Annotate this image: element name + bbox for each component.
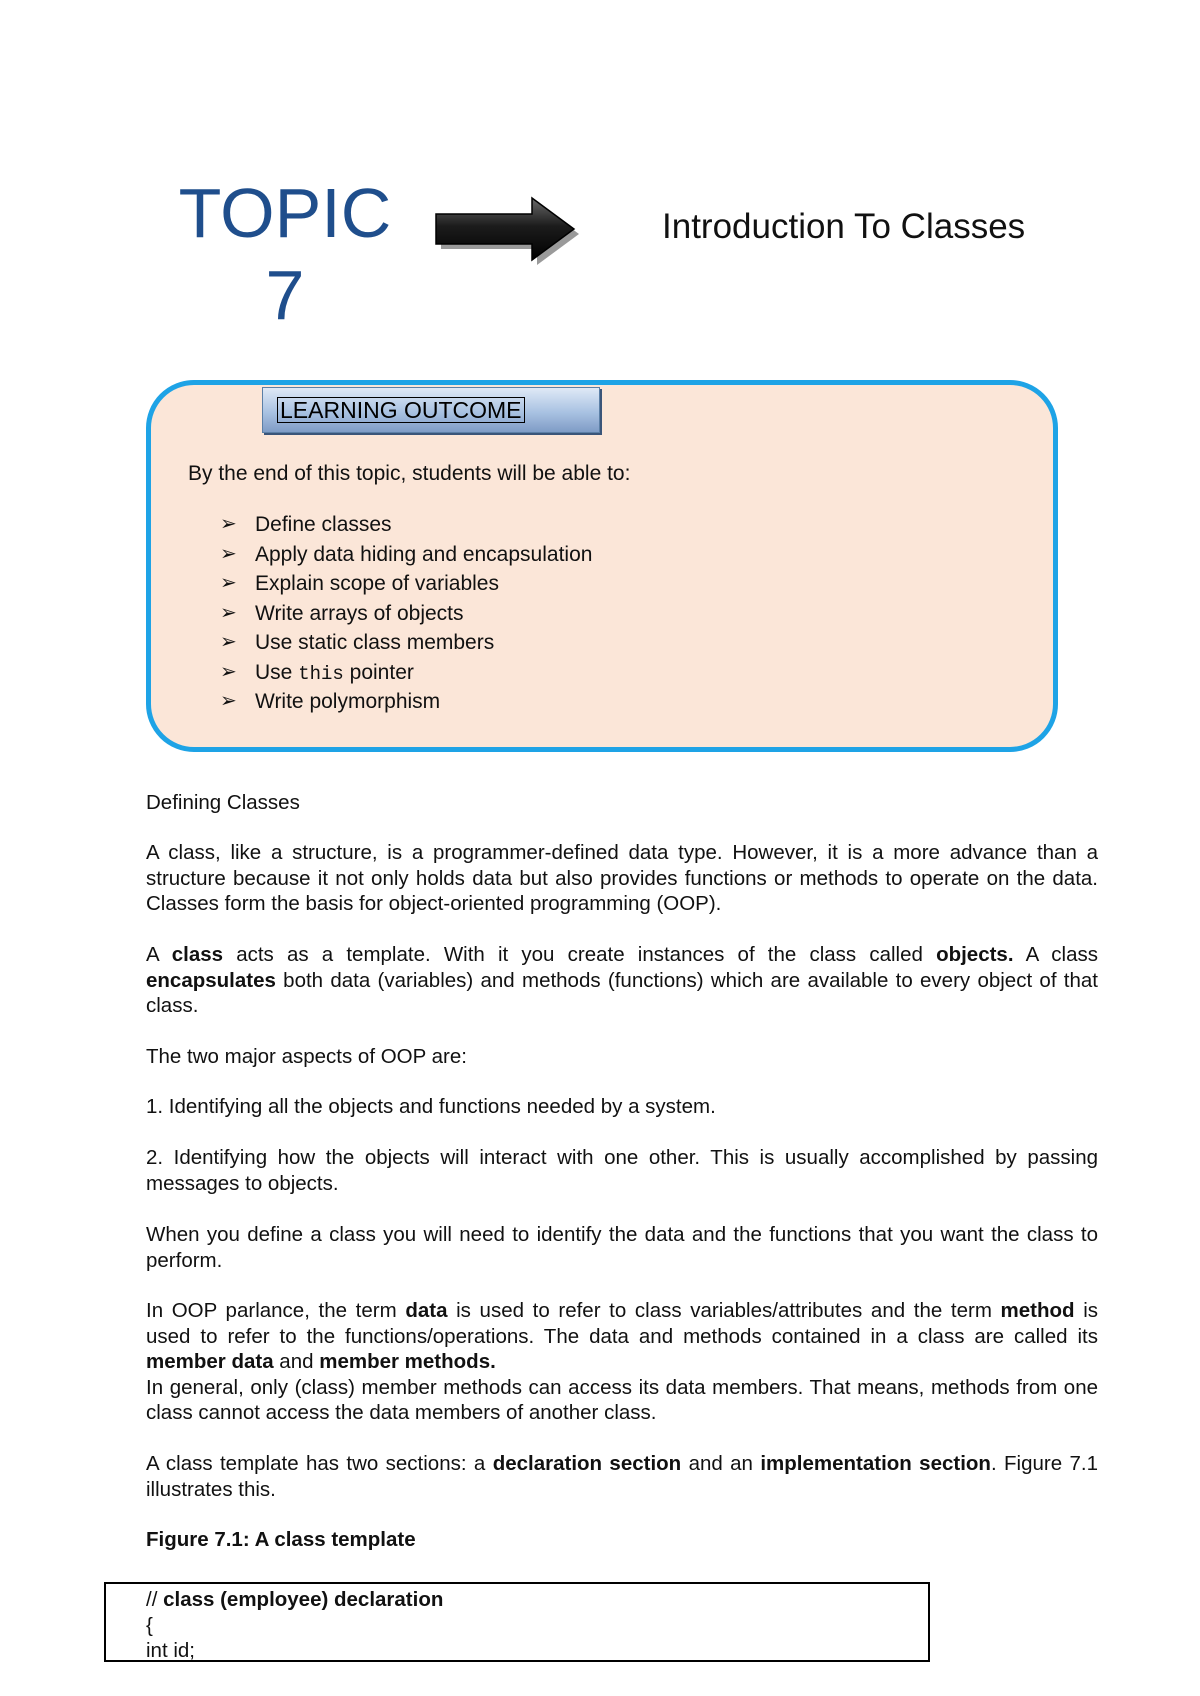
topic-label: TOPIC [178, 174, 392, 252]
paragraph: In OOP parlance, the term data is used to refer to class variables/attributes and the term method is used to refer to the functions/operations. The data and methods contained in a class are called its member data and member methods. In general, only (class) member methods can access its data members. That means, methods from one class cannot access the data members of another class. [146, 1299, 1099, 1424]
list-item: ➢ Use this pointer [220, 658, 592, 688]
paragraph: A class acts as a template. With it you create instances of the class called objects. A class encapsulates both data (variables) and methods (functions) which are available to every object of that class. [146, 943, 1098, 1017]
learning-outcome-heading: LEARNING OUTCOME [277, 397, 525, 423]
numbered-item: 1. Identifying all the objects and functions needed by a system. [146, 1095, 716, 1118]
learning-outcome-list [220, 510, 592, 717]
code-box [104, 1582, 930, 1662]
learning-outcome-header [262, 387, 600, 433]
code-line: int id; [146, 1639, 195, 1662]
arrow-bullet-icon: ➢ [220, 631, 237, 653]
paragraph: A class, like a structure, is a programmer-defined data type. However, it is a more advance than a structure because it not only holds data but also provides functions or methods to operate on the data. Classes form the basis for object-oriented programming (OOP). [146, 841, 1098, 915]
chapter-title: Introduction To Classes [662, 207, 1026, 246]
arrow-bullet-icon: ➢ [220, 542, 237, 565]
list-item: ➢ Use static class members [220, 628, 592, 658]
paragraph: The two major aspects of OOP are: [146, 1045, 467, 1068]
paragraph: When you define a class you will need to identify the data and the functions that you want the class to perform. [146, 1223, 1098, 1272]
paragraph: A class template has two sections: a declaration section and an implementation section. Figure 7.1 illustrates this. [146, 1452, 1098, 1501]
arrow-bullet-icon: ➢ [220, 660, 237, 683]
arrow-bullet-icon: ➢ [220, 690, 237, 712]
numbered-item: 2. Identifying how the objects will interact with one other. This is usually accomplished by passing messages to objects. [146, 1146, 1098, 1195]
code-line: // class (employee) declaration [146, 1588, 444, 1611]
list-item: ➢ Write arrays of objects [220, 599, 592, 629]
topic-heading [170, 172, 400, 336]
figure-caption: Figure 7.1: A class template [146, 1528, 416, 1551]
list-item: ➢ Write polymorphism [220, 687, 592, 717]
learning-outcome-intro: By the end of this topic, students will be able to: [188, 462, 631, 485]
arrow-bullet-icon: ➢ [220, 572, 237, 594]
arrow-bullet-icon: ➢ [220, 601, 237, 624]
section-heading: Defining Classes [146, 791, 300, 814]
list-item: ➢ Define classes [220, 510, 592, 540]
right-arrow-icon [432, 196, 580, 266]
list-item: ➢ Explain scope of variables [220, 569, 592, 599]
code-line: { [146, 1613, 153, 1637]
topic-number: 7 [265, 256, 305, 334]
arrow-bullet-icon: ➢ [220, 513, 237, 535]
list-item: ➢ Apply data hiding and encapsulation [220, 540, 592, 570]
